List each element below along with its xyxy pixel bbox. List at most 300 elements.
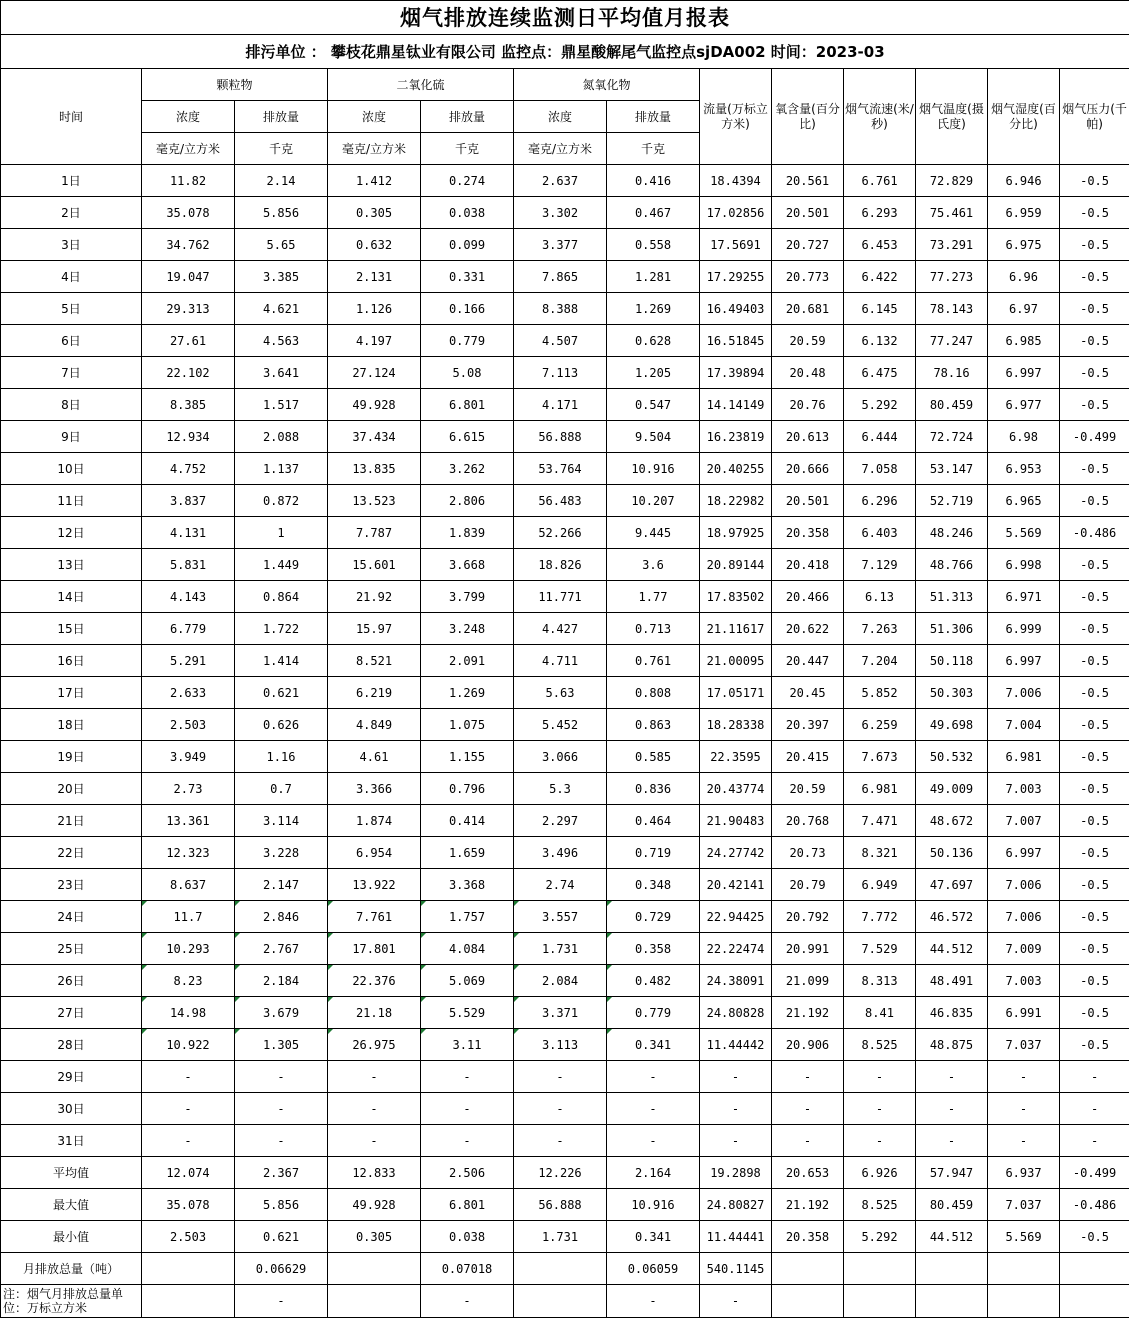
table-row	[1, 869, 1129, 901]
table-cell: -0.499	[1060, 1157, 1129, 1189]
table-cell: 7.006	[988, 901, 1060, 933]
table-cell: -	[772, 1061, 844, 1093]
table-cell: 8.23	[142, 965, 235, 997]
table-cell: 20.59	[772, 773, 844, 805]
table-cell: 2.367	[235, 1157, 328, 1189]
table-cell: 18.826	[514, 549, 607, 581]
table-cell	[844, 1285, 916, 1318]
table-cell: 6.145	[844, 293, 916, 325]
table-cell: 3.113	[514, 1029, 607, 1061]
table-cell: 0.779	[607, 997, 700, 1029]
table-cell: 21.90483	[700, 805, 772, 837]
row-day-label: 16日	[1, 645, 142, 677]
table-cell: 3.262	[421, 453, 514, 485]
table-cell: 0.358	[607, 933, 700, 965]
table-cell: 2.74	[514, 869, 607, 901]
table-cell: 3.366	[328, 773, 421, 805]
table-row	[1, 581, 1129, 613]
table-cell: 1.722	[235, 613, 328, 645]
table-row	[1, 485, 1129, 517]
table-cell: -	[916, 1061, 988, 1093]
table-cell: 6.949	[844, 869, 916, 901]
table-row	[1, 677, 1129, 709]
table-cell: 20.622	[772, 613, 844, 645]
table-cell: -	[700, 1125, 772, 1157]
table-cell: -0.5	[1060, 869, 1129, 901]
table-cell: -0.5	[1060, 677, 1129, 709]
table-cell: 3.11	[421, 1029, 514, 1061]
header-unit: 千克	[421, 133, 514, 165]
table-cell: 0.836	[607, 773, 700, 805]
table-cell: -	[988, 1093, 1060, 1125]
table-row	[1, 1061, 1129, 1093]
table-cell: -	[421, 1093, 514, 1125]
row-day-label: 28日	[1, 1029, 142, 1061]
table-cell: 13.922	[328, 869, 421, 901]
table-cell: 4.563	[235, 325, 328, 357]
table-row	[1, 997, 1129, 1029]
table-row	[1, 357, 1129, 389]
table-cell: -	[916, 1093, 988, 1125]
table-cell: 7.263	[844, 613, 916, 645]
table-cell: 2.767	[235, 933, 328, 965]
header-sub: 浓度	[514, 101, 607, 133]
note-label: 注：烟气月排放总量单位：万标立方米	[1, 1285, 142, 1318]
table-cell: 8.388	[514, 293, 607, 325]
table-cell: 6.98	[988, 421, 1060, 453]
header-pressure: 烟气压力(千帕)	[1060, 69, 1129, 165]
table-cell: 13.835	[328, 453, 421, 485]
table-row	[1, 517, 1129, 549]
table-cell: 20.501	[772, 485, 844, 517]
table-cell: 80.459	[916, 1189, 988, 1221]
table-cell: 14.14149	[700, 389, 772, 421]
table-cell: 34.762	[142, 229, 235, 261]
table-cell: 48.246	[916, 517, 988, 549]
table-cell: 6.475	[844, 357, 916, 389]
table-cell: 47.697	[916, 869, 988, 901]
table-cell	[988, 1285, 1060, 1318]
table-cell: 20.792	[772, 901, 844, 933]
header-sub: 浓度	[142, 101, 235, 133]
table-cell: 2.506	[421, 1157, 514, 1189]
stat-row	[1, 1221, 1129, 1253]
table-cell: 20.613	[772, 421, 844, 453]
table-cell: -	[916, 1125, 988, 1157]
table-cell: 20.501	[772, 197, 844, 229]
table-cell: 17.29255	[700, 261, 772, 293]
table-cell: -	[700, 1093, 772, 1125]
header-group-nox: 氮氧化物	[514, 69, 700, 101]
stat-row	[1, 1157, 1129, 1189]
table-cell: 80.459	[916, 389, 988, 421]
row-day-label: 3日	[1, 229, 142, 261]
table-cell: 4.084	[421, 933, 514, 965]
stat-label: 最小值	[1, 1221, 142, 1253]
table-cell: 2.131	[328, 261, 421, 293]
table-cell	[916, 1285, 988, 1318]
table-cell: 7.007	[988, 805, 1060, 837]
table-cell: 1.305	[235, 1029, 328, 1061]
row-day-label: 21日	[1, 805, 142, 837]
table-cell: 78.143	[916, 293, 988, 325]
table-cell: 0.341	[607, 1221, 700, 1253]
table-cell: 5.856	[235, 1189, 328, 1221]
table-cell: -0.5	[1060, 485, 1129, 517]
table-cell: 20.466	[772, 581, 844, 613]
table-cell: 6.96	[988, 261, 1060, 293]
row-day-label: 19日	[1, 741, 142, 773]
table-cell: 7.006	[988, 869, 1060, 901]
table-cell: 7.009	[988, 933, 1060, 965]
table-cell: 0.626	[235, 709, 328, 741]
row-day-label: 13日	[1, 549, 142, 581]
header-unit: 千克	[235, 133, 328, 165]
table-cell: 5.569	[988, 1221, 1060, 1253]
table-cell: 49.928	[328, 1189, 421, 1221]
table-cell: 20.681	[772, 293, 844, 325]
table-cell: 2.503	[142, 709, 235, 741]
table-cell: 6.453	[844, 229, 916, 261]
table-cell: 0.467	[607, 197, 700, 229]
table-cell: 6.801	[421, 389, 514, 421]
table-cell: 1	[235, 517, 328, 549]
table-cell: 27.61	[142, 325, 235, 357]
row-day-label: 25日	[1, 933, 142, 965]
table-cell	[1060, 1285, 1129, 1318]
table-cell: 0.632	[328, 229, 421, 261]
table-cell: 20.991	[772, 933, 844, 965]
table-cell: 11.7	[142, 901, 235, 933]
table-cell: 3.949	[142, 741, 235, 773]
table-cell: 7.003	[988, 965, 1060, 997]
table-cell: 1.874	[328, 805, 421, 837]
table-cell: 0.621	[235, 1221, 328, 1253]
table-cell: 21.92	[328, 581, 421, 613]
table-cell: 52.719	[916, 485, 988, 517]
table-cell: 6.981	[988, 741, 1060, 773]
table-cell: 11.82	[142, 165, 235, 197]
table-cell: -0.5	[1060, 165, 1129, 197]
table-cell: -	[514, 1061, 607, 1093]
table-cell: -	[235, 1061, 328, 1093]
table-cell: 13.523	[328, 485, 421, 517]
table-cell: -	[142, 1061, 235, 1093]
table-cell: 18.4394	[700, 165, 772, 197]
table-cell: 7.129	[844, 549, 916, 581]
table-cell: 1.281	[607, 261, 700, 293]
table-cell: 6.132	[844, 325, 916, 357]
table-cell: 5.569	[988, 517, 1060, 549]
table-cell: 24.38091	[700, 965, 772, 997]
table-cell: 12.833	[328, 1157, 421, 1189]
table-cell: 46.835	[916, 997, 988, 1029]
table-cell: -	[235, 1125, 328, 1157]
header-sub: 排放量	[607, 101, 700, 133]
table-cell: 52.266	[514, 517, 607, 549]
table-row	[1, 549, 1129, 581]
table-cell: 6.615	[421, 421, 514, 453]
table-cell: 24.27742	[700, 837, 772, 869]
table-cell: -0.5	[1060, 613, 1129, 645]
table-cell: 21.099	[772, 965, 844, 997]
table-cell: 6.965	[988, 485, 1060, 517]
table-row	[1, 837, 1129, 869]
table-cell: 6.977	[988, 389, 1060, 421]
stat-row	[1, 1189, 1129, 1221]
table-cell: 21.192	[772, 997, 844, 1029]
table-cell: -	[142, 1093, 235, 1125]
row-day-label: 14日	[1, 581, 142, 613]
table-cell	[328, 1285, 421, 1318]
table-cell: 4.197	[328, 325, 421, 357]
table-cell: 77.247	[916, 325, 988, 357]
table-cell: 73.291	[916, 229, 988, 261]
table-cell: 4.621	[235, 293, 328, 325]
table-cell: 4.131	[142, 517, 235, 549]
table-cell: 6.985	[988, 325, 1060, 357]
table-cell: -	[514, 1093, 607, 1125]
table-cell: 5.08	[421, 357, 514, 389]
table-cell: 21.18	[328, 997, 421, 1029]
table-cell: 20.79	[772, 869, 844, 901]
table-cell: 6.219	[328, 677, 421, 709]
table-cell: 0.274	[421, 165, 514, 197]
table-cell: 6.937	[988, 1157, 1060, 1189]
table-cell: 50.118	[916, 645, 988, 677]
table-cell	[988, 1253, 1060, 1285]
table-cell	[916, 1253, 988, 1285]
table-cell: 22.94425	[700, 901, 772, 933]
row-day-label: 17日	[1, 677, 142, 709]
table-cell: 56.888	[514, 421, 607, 453]
table-cell: 56.483	[514, 485, 607, 517]
table-cell: 0.729	[607, 901, 700, 933]
table-cell: 49.928	[328, 389, 421, 421]
table-cell: 0.038	[421, 1221, 514, 1253]
table-cell: -0.5	[1060, 581, 1129, 613]
table-cell: 2.846	[235, 901, 328, 933]
table-cell: 3.066	[514, 741, 607, 773]
table-cell: 9.445	[607, 517, 700, 549]
table-cell: -0.5	[1060, 197, 1129, 229]
table-cell: 0.166	[421, 293, 514, 325]
table-cell: 7.204	[844, 645, 916, 677]
table-cell: 12.074	[142, 1157, 235, 1189]
table-cell: -0.5	[1060, 229, 1129, 261]
table-cell: 48.766	[916, 549, 988, 581]
table-cell: 48.491	[916, 965, 988, 997]
table-cell: 5.292	[844, 389, 916, 421]
table-cell: -	[607, 1061, 700, 1093]
table-cell: 78.16	[916, 357, 988, 389]
table-cell: 20.42141	[700, 869, 772, 901]
row-day-label: 15日	[1, 613, 142, 645]
table-cell: 0.464	[607, 805, 700, 837]
table-row	[1, 709, 1129, 741]
table-cell: 3.385	[235, 261, 328, 293]
table-cell: 1.155	[421, 741, 514, 773]
table-cell: 1.269	[421, 677, 514, 709]
table-cell: 7.006	[988, 677, 1060, 709]
table-cell: 12.934	[142, 421, 235, 453]
report-title: 烟气排放连续监测日平均值月报表	[1, 1, 1129, 35]
table-cell: -	[988, 1061, 1060, 1093]
row-day-label: 5日	[1, 293, 142, 325]
table-cell: 0.779	[421, 325, 514, 357]
table-cell: 50.136	[916, 837, 988, 869]
table-cell: -	[772, 1093, 844, 1125]
table-cell: 0.482	[607, 965, 700, 997]
table-row	[1, 293, 1129, 325]
table-cell: 20.906	[772, 1029, 844, 1061]
table-cell: 0.038	[421, 197, 514, 229]
table-cell: -0.5	[1060, 261, 1129, 293]
table-cell: 17.39894	[700, 357, 772, 389]
table-cell: 0.621	[235, 677, 328, 709]
table-cell	[142, 1253, 235, 1285]
table-cell: 3.837	[142, 485, 235, 517]
table-cell: 53.147	[916, 453, 988, 485]
table-cell: 0.585	[607, 741, 700, 773]
table-cell: 16.23819	[700, 421, 772, 453]
header-sub: 排放量	[421, 101, 514, 133]
table-cell: 0.558	[607, 229, 700, 261]
table-cell: 2.633	[142, 677, 235, 709]
table-cell: 57.947	[916, 1157, 988, 1189]
table-cell: 4.711	[514, 645, 607, 677]
table-cell: 3.679	[235, 997, 328, 1029]
row-day-label: 20日	[1, 773, 142, 805]
table-cell: 19.2898	[700, 1157, 772, 1189]
table-cell: -0.5	[1060, 389, 1129, 421]
table-cell: 4.171	[514, 389, 607, 421]
table-cell: 22.3595	[700, 741, 772, 773]
table-cell: -0.5	[1060, 805, 1129, 837]
row-day-label: 4日	[1, 261, 142, 293]
table-cell: 8.41	[844, 997, 916, 1029]
table-cell: 48.672	[916, 805, 988, 837]
table-cell: -0.499	[1060, 421, 1129, 453]
table-cell: 1.414	[235, 645, 328, 677]
table-cell: -0.5	[1060, 741, 1129, 773]
table-cell: 12.226	[514, 1157, 607, 1189]
table-cell: 7.673	[844, 741, 916, 773]
row-day-label: 11日	[1, 485, 142, 517]
table-cell: 16.51845	[700, 325, 772, 357]
table-cell: 10.916	[607, 453, 700, 485]
table-cell: -	[607, 1125, 700, 1157]
note-row	[1, 1285, 1129, 1318]
table-cell: -	[700, 1285, 772, 1318]
table-cell: 35.078	[142, 197, 235, 229]
table-cell: 7.761	[328, 901, 421, 933]
table-cell: 6.293	[844, 197, 916, 229]
table-cell: 77.273	[916, 261, 988, 293]
table-cell: 20.773	[772, 261, 844, 293]
table-cell: 3.799	[421, 581, 514, 613]
table-cell: -0.5	[1060, 453, 1129, 485]
table-cell: 14.98	[142, 997, 235, 1029]
row-day-label: 2日	[1, 197, 142, 229]
table-cell: 6.991	[988, 997, 1060, 1029]
table-cell: -	[1060, 1125, 1129, 1157]
table-cell: 56.888	[514, 1189, 607, 1221]
table-cell: 4.61	[328, 741, 421, 773]
table-cell: 6.997	[988, 645, 1060, 677]
table-row	[1, 453, 1129, 485]
table-cell: 7.113	[514, 357, 607, 389]
row-day-label: 29日	[1, 1061, 142, 1093]
table-cell: 8.637	[142, 869, 235, 901]
table-cell: 8.525	[844, 1189, 916, 1221]
table-cell: 24.80828	[700, 997, 772, 1029]
table-cell: -0.5	[1060, 293, 1129, 325]
table-cell: 6.954	[328, 837, 421, 869]
row-day-label: 30日	[1, 1093, 142, 1125]
table-cell: -	[1060, 1093, 1129, 1125]
table-cell	[514, 1253, 607, 1285]
table-cell: 6.779	[142, 613, 235, 645]
table-cell: 6.997	[988, 837, 1060, 869]
table-row	[1, 261, 1129, 293]
table-cell: 8.385	[142, 389, 235, 421]
table-cell: 7.003	[988, 773, 1060, 805]
table-cell: 17.02856	[700, 197, 772, 229]
table-cell: 20.76	[772, 389, 844, 421]
table-cell: 0.331	[421, 261, 514, 293]
table-cell: -	[607, 1285, 700, 1318]
table-cell: 10.916	[607, 1189, 700, 1221]
table-row	[1, 613, 1129, 645]
table-cell: 12.323	[142, 837, 235, 869]
table-row	[1, 645, 1129, 677]
table-cell: 20.358	[772, 1221, 844, 1253]
table-cell: 3.6	[607, 549, 700, 581]
table-cell: 1.77	[607, 581, 700, 613]
table-cell: 6.953	[988, 453, 1060, 485]
table-cell: 20.768	[772, 805, 844, 837]
table-cell: 6.926	[844, 1157, 916, 1189]
table-cell: -	[328, 1061, 421, 1093]
table-cell: 2.088	[235, 421, 328, 453]
table-cell	[772, 1285, 844, 1318]
report-subtitle: 排污单位 ： 攀枝花鼎星钛业有限公司 监控点：鼎星酸解尾气监控点sjDA002 时间：2023-03	[1, 35, 1129, 69]
row-day-label: 18日	[1, 709, 142, 741]
table-cell: 1.757	[421, 901, 514, 933]
table-cell: 18.97925	[700, 517, 772, 549]
table-row	[1, 1125, 1129, 1157]
table-cell: -0.5	[1060, 997, 1129, 1029]
header-time: 时间	[1, 69, 142, 165]
table-cell: 24.80827	[700, 1189, 772, 1221]
table-cell: 3.496	[514, 837, 607, 869]
table-row	[1, 805, 1129, 837]
row-day-label: 12日	[1, 517, 142, 549]
table-cell: 44.512	[916, 1221, 988, 1253]
table-cell: -	[772, 1125, 844, 1157]
table-cell: 20.415	[772, 741, 844, 773]
table-cell: -0.5	[1060, 773, 1129, 805]
table-cell: 3.641	[235, 357, 328, 389]
table-cell: 17.05171	[700, 677, 772, 709]
table-cell: 51.306	[916, 613, 988, 645]
table-cell: 0.719	[607, 837, 700, 869]
table-cell: 20.89144	[700, 549, 772, 581]
table-cell: 4.507	[514, 325, 607, 357]
table-cell: 49.698	[916, 709, 988, 741]
table-cell: 11.44441	[700, 1221, 772, 1253]
